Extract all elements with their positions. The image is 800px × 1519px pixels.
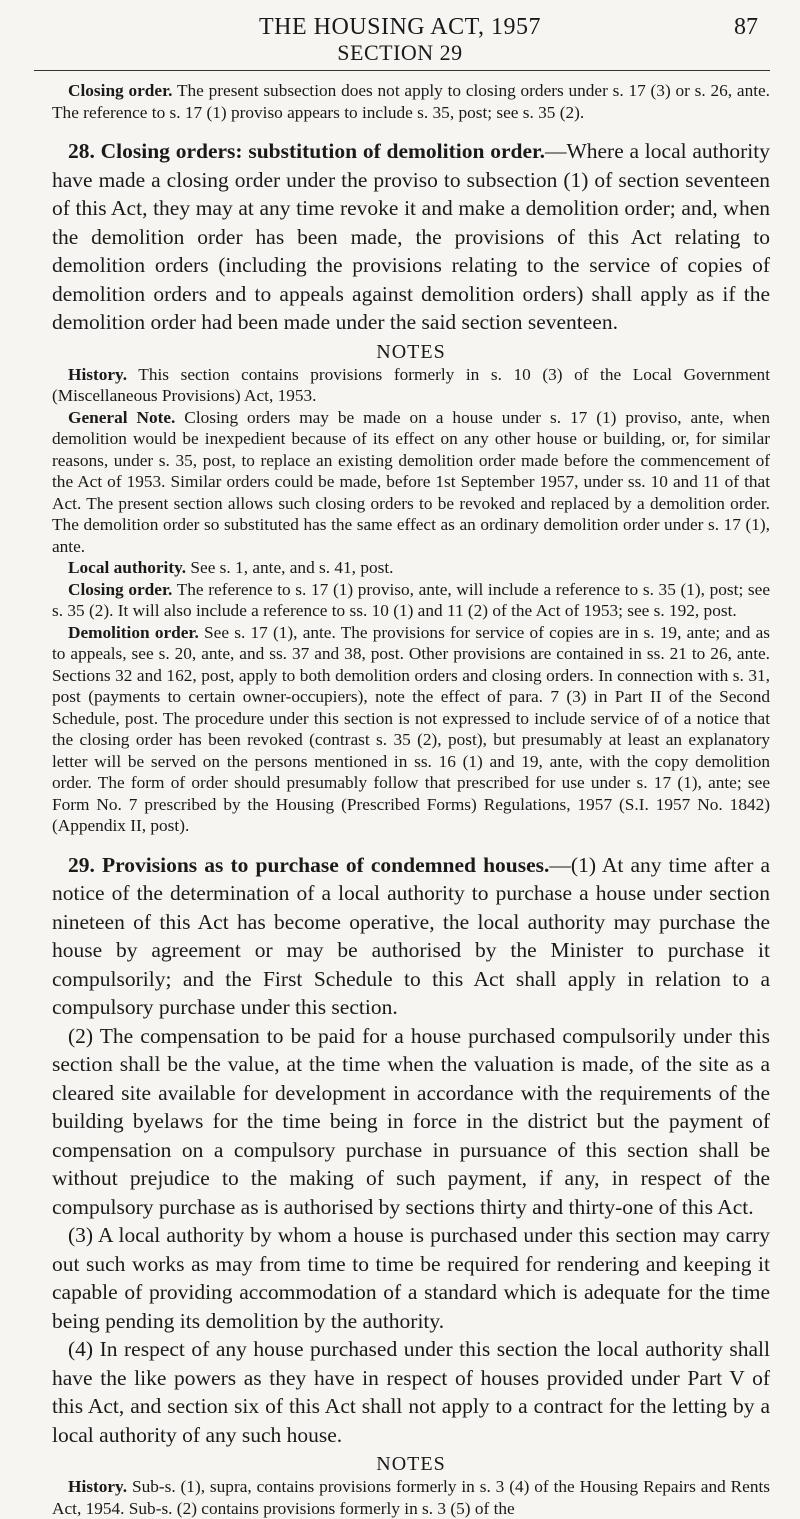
page-header — [0, 14, 800, 66]
note-heading: History. — [68, 1477, 128, 1496]
note-heading: Demolition order. — [68, 622, 199, 642]
notes-heading: NOTES — [376, 340, 446, 363]
subsection-paragraph: (4) In respect of any house purchased under this section the local authority shall have the like powers as they have in respect of houses provided under Part V of this Act, and section six of this Act shall not apply to a contract for the letting by a local authority of any such house. — [52, 1337, 770, 1447]
section-29-text: —(1) At any time after a notice of the determination of a local authority to purchase a house under section nineteen of this Act has become operative, the local authority may purchase the house by agreement or may be authorised by the Minister to purchase it compulsorily; and the First Schedule to this Act shall apply in relation to a compulsory purchase under this section. — [52, 852, 770, 1019]
running-title: THE HOUSING ACT, 1957 — [258, 14, 542, 40]
subsection-paragraph: (2) The compensation to be paid for a house purchased compulsorily under this section shall be the value, at the time when the valuation is made, of the site as a cleared site available for development in accordance with the requirements of the building byelaws for the time being in force in the district but the payment of compensation on a compulsory purchase in pursuance of this section shall be without prejudice to the making of such payment, if any, in respect of the compulsory purchase as is authorised by sections thirty and thirty-one of this Act. — [52, 1023, 770, 1219]
note-paragraph — [52, 579, 770, 622]
note-text: Sub-s. (1), supra, contains provisions formerly in s. 3 (4) of the Housing Repairs and Rents Act, 1954. Sub-s. (2) contains provisions formerly in s. 3 (5) of the — [52, 1477, 770, 1518]
note-heading: Local authority. — [68, 558, 187, 577]
section-28-paragraph — [52, 137, 770, 337]
section-28-text: —Where a local authority have made a closing order under the proviso to subsection (1) of section seventeen of this Act, they may at any time revoke it and make a demolition order; and, when the demolition order has been made, the provisions of this Act relating to demolition orders (including the provisions relating to the service of copies of demolition orders and to appeals against demolition orders) shall apply as if the demolition order had been made under the said section seventeen. — [52, 139, 770, 334]
section-29-title: 29. Provisions as to purchase of condemned houses. — [68, 852, 550, 877]
note-heading: General Note. — [68, 407, 176, 427]
note-text: See s. 1, ante, and s. 41, post. — [186, 558, 394, 577]
subsection-paragraph: (3) A local authority by whom a house is purchased under this section may carry out such works as may from time to time be required for rendering and keeping it capable of providing accommodation of a standard which is adequate for the time being pending its demolition by the authority. — [52, 1223, 770, 1333]
note-heading: Closing order. — [68, 81, 173, 100]
note-paragraph — [52, 557, 770, 579]
note-paragraph — [52, 80, 770, 123]
note-heading: History. — [68, 364, 128, 384]
note-paragraph — [52, 407, 770, 558]
header-rule — [34, 70, 770, 71]
notes-heading: NOTES — [376, 1453, 446, 1475]
note-text: The present subsection does not apply to closing orders under s. 17 (3) or s. 26, ante. The reference to s. 17 (1) proviso appears to include s. 35, post; see s. 35 (2). — [52, 81, 770, 122]
page-body — [52, 80, 770, 1519]
note-text: See s. 17 (1), ante. The provisions for service of copies are in s. 19, ante; and as to appeals, see s. 20, ante, and ss. 37 and 38, post. Other provisions are contained in ss. 21 to 26, ante. Sections 32 and 162, post, apply to both demolition orders and closing orders. In connection with s. 31, post (payments to certain owner-occupiers), note the effect of para. 7 (3) in Part II of the Second Schedule, post. The procedure under this section is not expressed to include service of of a notice that the closing order has been revoked (contrast s. 35 (2), post), but presumably at least an explanatory letter will be served on the persons mentioned in ss. 16 (1) and 19, ante, with the copy demolition order. The form of order should presumably follow that prescribed for use under s. 17 (1), ante; see Form No. 7 prescribed by the Housing (Prescribed Forms) Regulations, 1957 (S.I. 1957 No. 1842) (Appendix II, post). — [52, 622, 770, 835]
note-text: The reference to s. 17 (1) proviso, ante, will include a reference to s. 35 (1), post; see s. 35 (2). It will also include a reference to ss. 10 (1) and 11 (2) of the Act of 1953; see s. 192, post. — [52, 579, 770, 620]
note-heading: Closing order. — [68, 579, 173, 599]
note-paragraph — [52, 622, 770, 837]
section-29-paragraph — [52, 851, 770, 1022]
page-number: 87 — [734, 14, 758, 40]
note-text: This section contains provisions formerly in s. 10 (3) of the Local Government (Miscellaneous Provisions) Act, 1953. — [52, 364, 770, 405]
note-paragraph — [52, 1476, 770, 1519]
section-28-title: 28. Closing orders: substitution of demolition order. — [68, 139, 545, 163]
note-paragraph — [52, 364, 770, 407]
section-heading: SECTION 29 — [337, 40, 463, 65]
note-text: Closing orders may be made on a house under s. 17 (1) proviso, ante, when demolition would be inexpedient because of its effect on any other house or building, or, for similar reasons, under s. 35, post, to replace an existing demolition order made before the commencement of the Act of 1953. Similar orders could be made, before 1st September 1957, under ss. 10 and 11 of that Act. The present section allows such closing orders to be revoked and replaced by a demolition order. The demolition order so substituted has the same effect as an ordinary demolition order under s. 17 (1), ante. — [52, 407, 770, 556]
